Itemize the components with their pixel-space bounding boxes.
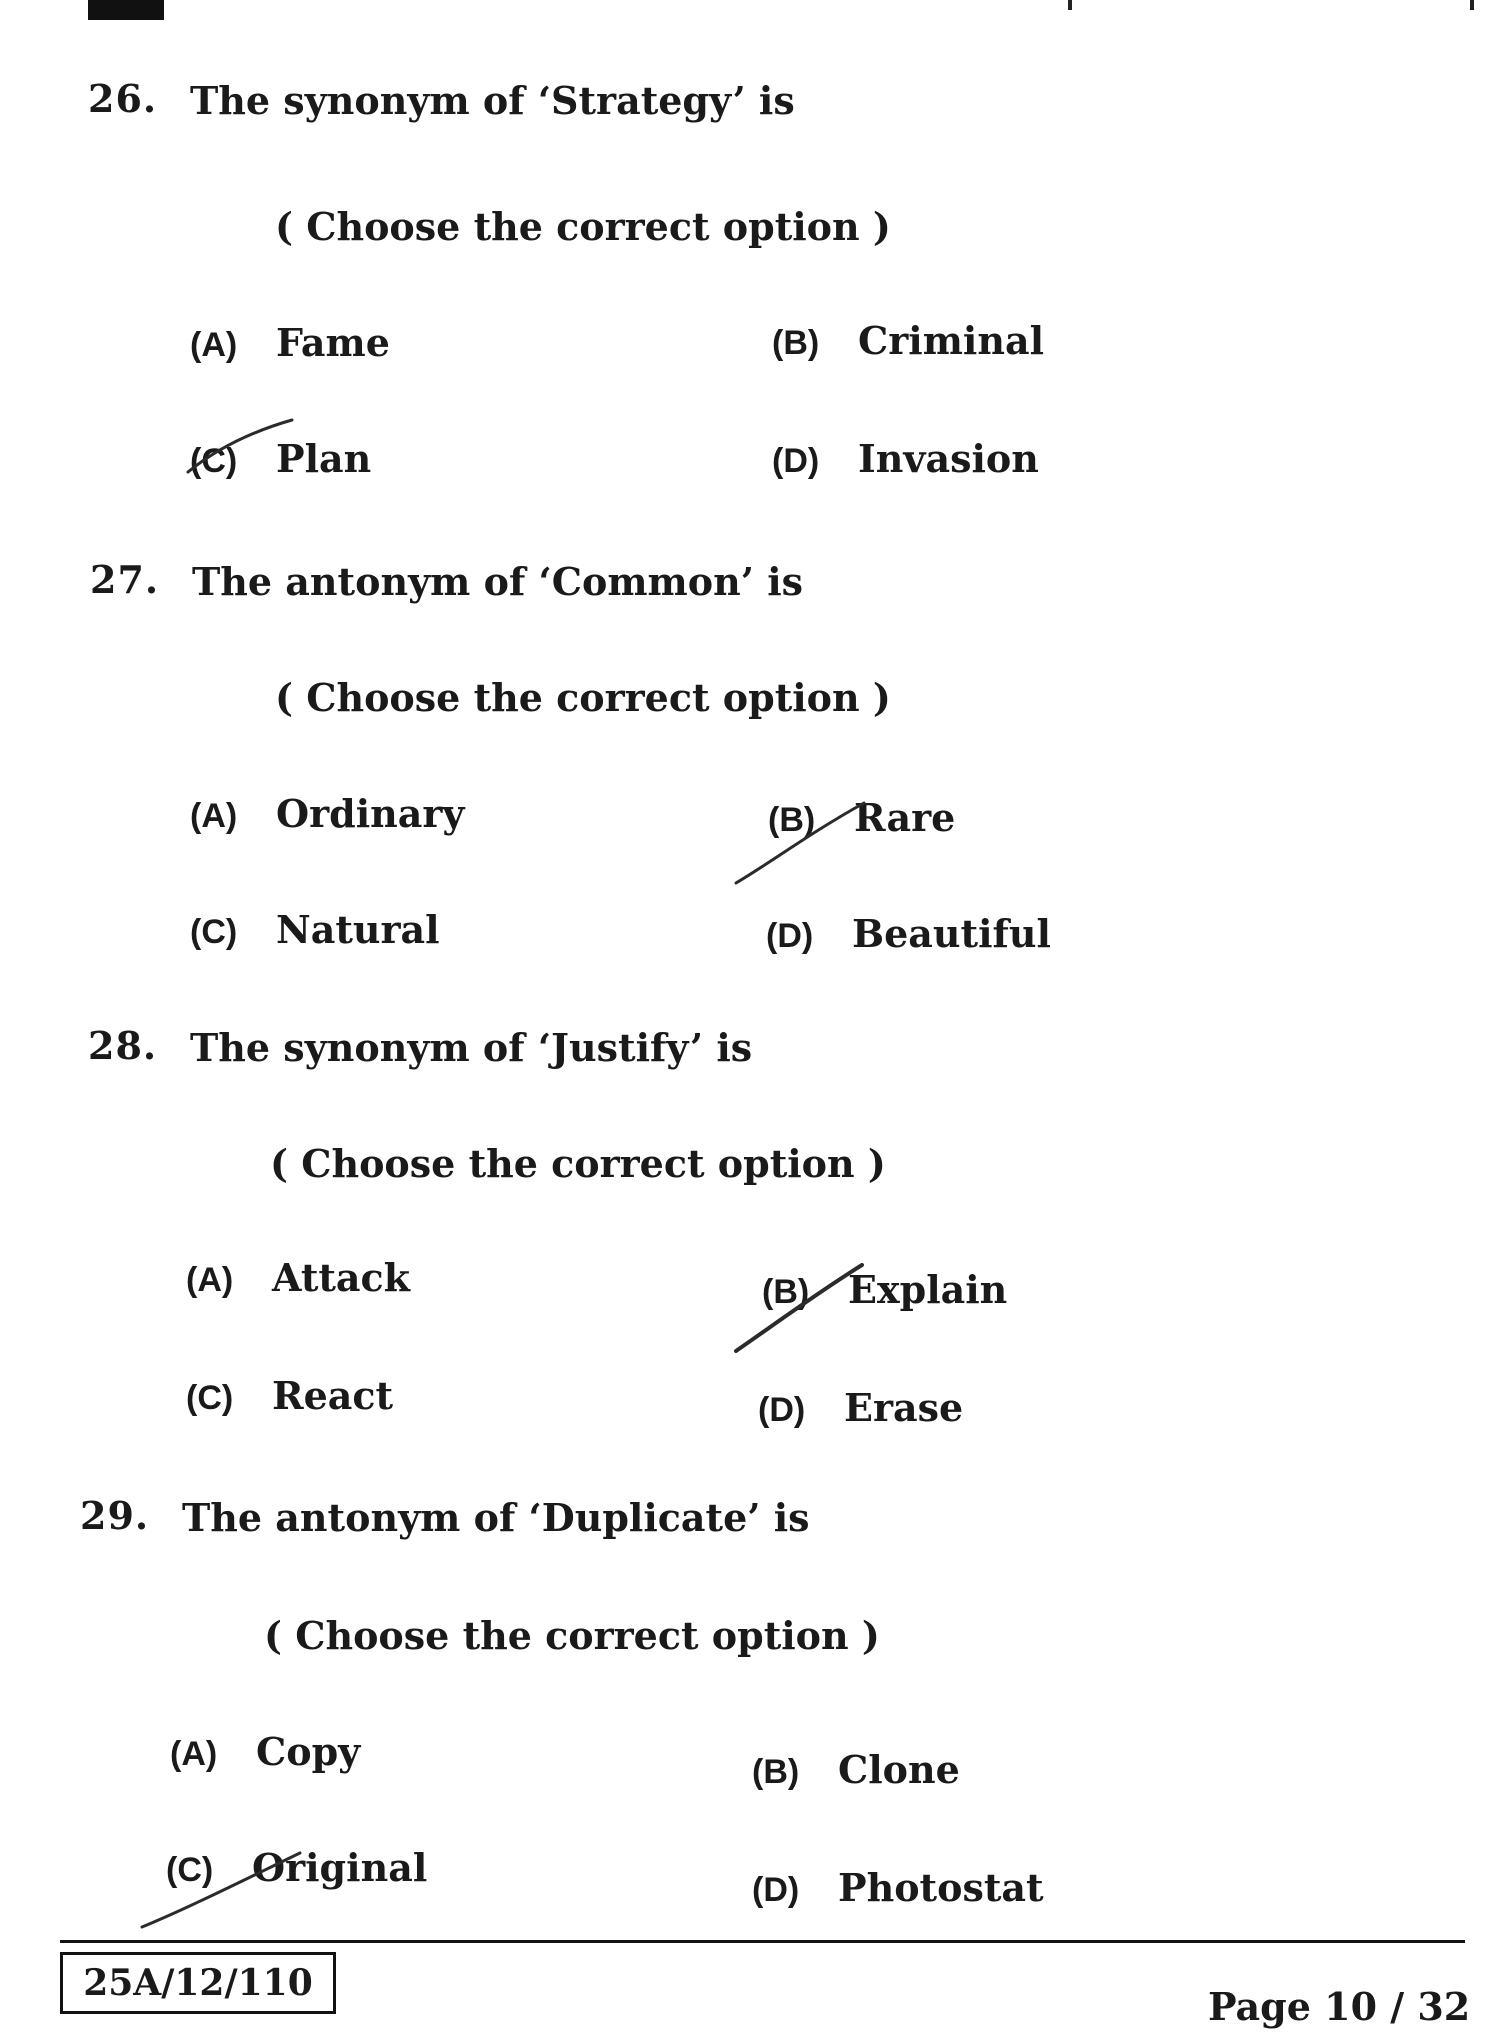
question-28 bbox=[0, 1015, 1505, 1485]
option-d[interactable] bbox=[766, 911, 1051, 956]
option-text: Clone bbox=[838, 1747, 960, 1792]
option-letter: (A) bbox=[190, 326, 238, 364]
option-letter: (D) bbox=[752, 1871, 800, 1909]
option-text: React bbox=[272, 1373, 394, 1418]
option-c[interactable] bbox=[186, 1373, 393, 1418]
option-text: Natural bbox=[276, 907, 440, 952]
option-text: Copy bbox=[256, 1729, 361, 1774]
option-letter: (C) bbox=[166, 1851, 214, 1889]
option-letter: (C) bbox=[186, 1379, 234, 1417]
option-text: Criminal bbox=[858, 318, 1045, 363]
question-number: 26. bbox=[88, 76, 158, 121]
option-text: Invasion bbox=[858, 436, 1039, 481]
option-b[interactable] bbox=[768, 795, 955, 840]
question-stem: The antonym of ‘Duplicate’ is bbox=[182, 1495, 810, 1540]
option-text: Original bbox=[252, 1845, 428, 1890]
option-a[interactable] bbox=[170, 1729, 360, 1774]
question-26 bbox=[0, 70, 1505, 540]
option-text: Rare bbox=[854, 795, 956, 840]
option-c[interactable] bbox=[166, 1845, 427, 1890]
option-letter: (A) bbox=[190, 797, 238, 835]
option-c[interactable] bbox=[190, 907, 440, 952]
option-d[interactable] bbox=[752, 1865, 1044, 1910]
question-instruction: ( Choose the correct option ) bbox=[264, 1613, 880, 1658]
option-b[interactable] bbox=[772, 318, 1044, 363]
paper-code-box: 25A/12/110 bbox=[60, 1952, 336, 2014]
footer-rule bbox=[60, 1940, 1465, 1943]
question-instruction: ( Choose the correct option ) bbox=[270, 1141, 886, 1186]
question-stem: The antonym of ‘Common’ is bbox=[192, 559, 804, 604]
question-instruction: ( Choose the correct option ) bbox=[275, 675, 891, 720]
option-letter: (D) bbox=[758, 1391, 806, 1429]
option-letter: (A) bbox=[186, 1261, 234, 1299]
option-c[interactable] bbox=[190, 436, 371, 481]
option-b[interactable] bbox=[762, 1267, 1007, 1312]
question-stem: The synonym of ‘Justify’ is bbox=[190, 1025, 753, 1070]
question-number: 27. bbox=[90, 557, 160, 602]
option-letter: (B) bbox=[768, 801, 816, 839]
option-d[interactable] bbox=[758, 1385, 963, 1430]
page-corner-tab bbox=[88, 0, 164, 20]
option-letter: (D) bbox=[766, 917, 814, 955]
option-text: Erase bbox=[844, 1385, 964, 1430]
page-number: Page 10 / 32 bbox=[1208, 1984, 1471, 2029]
option-a[interactable] bbox=[186, 1255, 410, 1300]
option-letter: (A) bbox=[170, 1735, 218, 1773]
option-b[interactable] bbox=[752, 1747, 960, 1792]
option-text: Fame bbox=[276, 320, 390, 365]
option-text: Photostat bbox=[838, 1865, 1044, 1910]
header-bracket-left bbox=[1068, 0, 1072, 10]
option-text: Attack bbox=[272, 1255, 411, 1300]
option-text: Beautiful bbox=[852, 911, 1051, 956]
question-27 bbox=[0, 545, 1505, 1015]
option-letter: (C) bbox=[190, 913, 238, 951]
option-a[interactable] bbox=[190, 791, 464, 836]
option-a[interactable] bbox=[190, 320, 390, 365]
option-text: Ordinary bbox=[276, 791, 465, 836]
question-number: 28. bbox=[88, 1023, 158, 1068]
option-letter: (D) bbox=[772, 442, 820, 480]
option-letter: (B) bbox=[762, 1273, 810, 1311]
option-letter: (B) bbox=[752, 1753, 800, 1791]
option-letter: (C) bbox=[190, 442, 238, 480]
header-bracket-right bbox=[1470, 0, 1474, 10]
question-number: 29. bbox=[80, 1493, 150, 1538]
option-text: Explain bbox=[848, 1267, 1008, 1312]
question-instruction: ( Choose the correct option ) bbox=[275, 204, 891, 249]
question-stem: The synonym of ‘Strategy’ is bbox=[190, 78, 795, 123]
question-29 bbox=[0, 1485, 1505, 1955]
option-letter: (B) bbox=[772, 324, 820, 362]
option-d[interactable] bbox=[772, 436, 1039, 481]
option-text: Plan bbox=[276, 436, 372, 481]
